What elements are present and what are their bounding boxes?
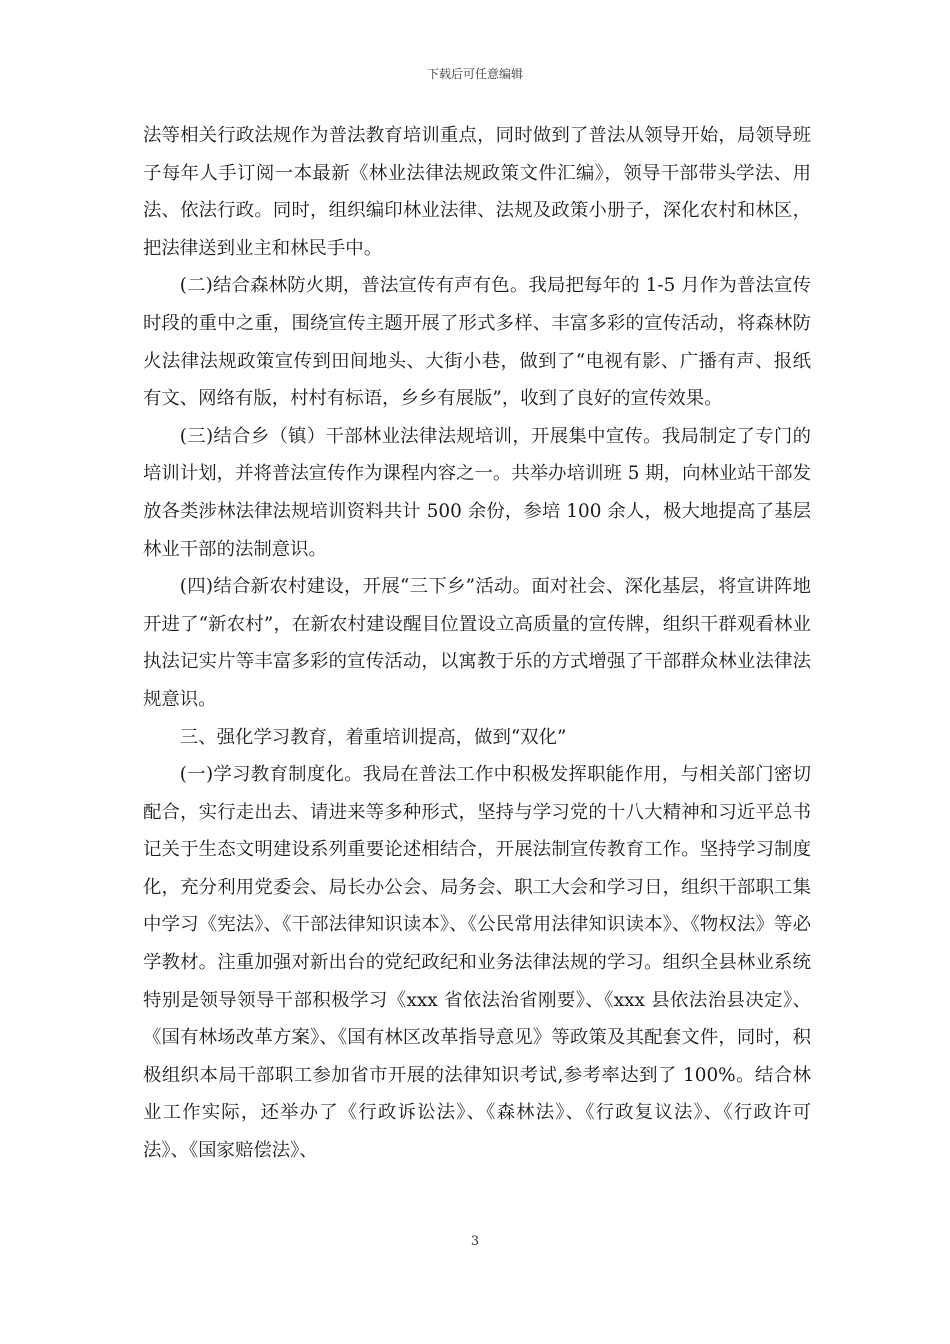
page-header: 下载后可任意编辑 — [426, 67, 523, 81]
paragraph: (四)结合新农村建设，开展“三下乡”活动。面对社会、深化基层，将宣讲阵地开进了“新农村”，在新农村建设醒目位置设立高质量的宣传牌，组织干群观看林业执法记实片等丰富多彩的宣传活动，以寓教于乐的方式增强了干部群众林业法律法规意识。 — [143, 576, 811, 710]
paragraph: 法等相关行政法规作为普法教育培训重点，同时做到了普法从领导开始，局领导班子每年人手订阅一本最新《林业法律法规政策文件汇编》，领导干部带头学法、用法、依法行政。同时，组织编印林业法律、法规及政策小册子，深化农村和林区，把法律送到业主和林民手中。 — [143, 125, 811, 259]
section-heading: 三、强化学习教育，着重培训提高，做到“双化” — [179, 726, 567, 748]
body-text — [143, 117, 811, 1170]
paragraph: (二)结合森林防火期，普法宣传有声有色。我局把每年的 1-5 月作为普法宣传时段的重中之重，围绕宣传主题开展了形式多样、丰富多彩的宣传活动，将森林防火法律法规政策宣传到田间地头、大街小巷，做到了“电视有影、广播有声、报纸有文、网络有版，村村有标语，乡乡有展版”，收到了良好的宣传效果。 — [143, 275, 811, 410]
paragraph: (三)结合乡（镇）干部林业法律法规培训，开展集中宣传。我局制定了专门的培训计划，并将普法宣传作为课程内容之一。共举办培训班 5 期，向林业站干部发放各类涉林法律法规培训资料共计 500 余份，参培 100 余人，极大地提高了基层林业干部的法制意识。 — [143, 425, 811, 560]
paragraph: (一)学习教育制度化。我局在普法工作中积极发挥职能作用，与相关部门密切配合，实行走出去、请进来等多种形式，坚持与学习党的十八大精神和习近平总书记关于生态文明建设系列重要论述相结合，开展法制宣传教育工作。坚持学习制度化，充分利用党委会、局长办公会、局务会、职工大会和学习日，组织干部职工集中学习《宪法》、《干部法律知识读本》、《公民常用法律知识读本》、《物权法》等必学教材。注重加强对新出台的党纪政纪和业务法律法规的学习。组织全县林业系统特别是领导领导干部积极学习《xxx 省依法治省刚要》、《xxx 县依法治县决定》、《国有林场改革方案》、《国有林区改革指导意见》等政策及其配套文件，同时，积极组织本局干部职工参加省市开展的法律知识考试,参考率达到了 100%。结合林业工作实际，还举办了《行政诉讼法》、《森林法》、《行政复议法》、《行政许可法》、《国家赔偿法》、 — [143, 764, 811, 1162]
page-number: 3 — [470, 1234, 480, 1249]
